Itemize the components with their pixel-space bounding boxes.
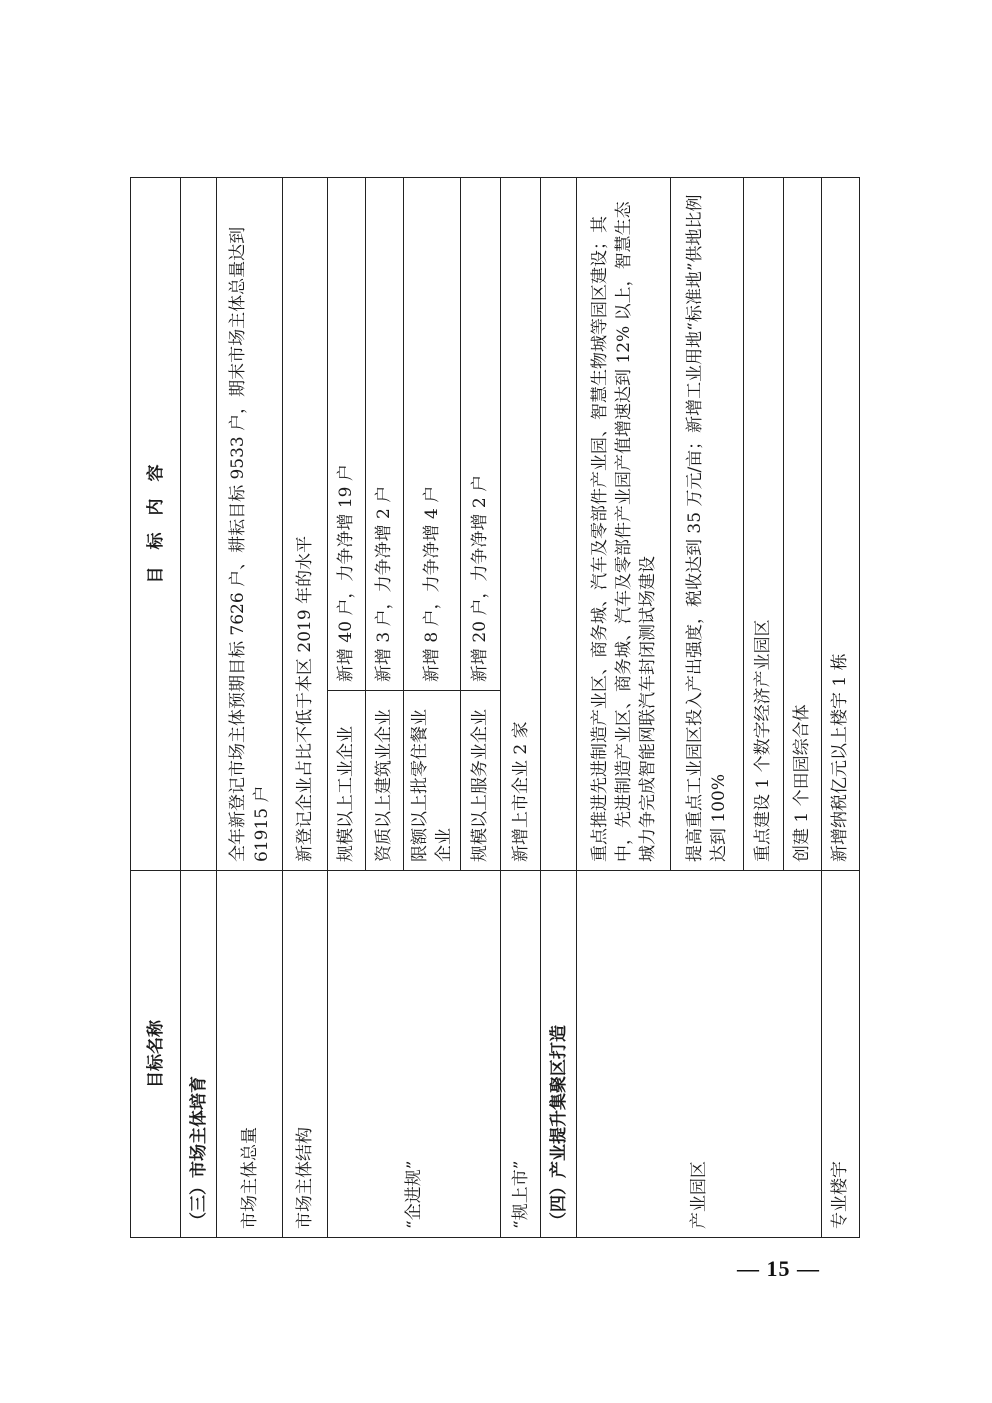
section-title: （三）市场主体培育 — [181, 871, 217, 1238]
row-content: 重点推进先进制造产业区、商务城、汽车及零部件产业园、智慧生物城等园区建设；其中，先进制造产业区、商务城、汽车及零部件产业园产值增速达到 12% 以上，智慧生态城力争完成智能网联汽车封闭测试场建设 — [577, 178, 671, 871]
sub-target: 新增 40 户，力争净增 19 户 — [327, 178, 365, 691]
page-number: — 15 — — [737, 1256, 820, 1281]
header-name-cell: 目标名称 — [131, 871, 181, 1238]
row-name: 市场主体结构 — [283, 871, 327, 1238]
row-name: “企进规” — [327, 871, 500, 1238]
row-content: 全年新登记市场主体预期目标 7626 户、耕耘目标 9533 户，期末市场主体总量达到 61915 户 — [217, 178, 283, 871]
row-content: 新增上市企业 2 家 — [500, 178, 540, 871]
sub-target: 新增 3 户，力争净增 2 户 — [365, 178, 403, 691]
sub-type: 规模以上服务业企业 — [460, 691, 500, 871]
row-name: “规上市” — [500, 871, 540, 1238]
row-content: 新增纳税亿元以上楼宇 1 栋 — [821, 178, 859, 871]
row-content: 新登记企业占比不低于本区 2019 年的水平 — [283, 178, 327, 871]
row-name: 市场主体总量 — [217, 871, 283, 1238]
sub-type: 规模以上工业企业 — [327, 691, 365, 871]
table-row — [283, 178, 327, 1238]
row-content: 提高重点工业园区投入产出强度，税收达到 35 万元/亩；新增工业用地“标准地”供地比例达到 100% — [671, 178, 743, 871]
row-name: 专业楼宇 — [821, 871, 859, 1238]
table-row — [821, 178, 859, 1238]
table-header-row — [131, 178, 181, 1238]
table-row — [217, 178, 283, 1238]
table-row — [577, 178, 671, 1238]
section-title: （四）产业提升集聚区打造 — [541, 871, 577, 1238]
rotated-page-body — [130, 178, 860, 1238]
sub-target: 新增 20 户，力争净增 2 户 — [460, 178, 500, 691]
row-name: 产业园区 — [577, 871, 822, 1238]
row-content: 创建 1 个田园综合体 — [783, 178, 821, 871]
section-content-empty — [541, 178, 577, 871]
sub-type: 资质以上建筑业企业 — [365, 691, 403, 871]
target-table — [130, 177, 860, 1238]
sub-target: 新增 8 户，力争净增 4 户 — [403, 178, 460, 691]
row-content: 重点建设 1 个数字经济产业园区 — [743, 178, 783, 871]
sub-type: 限额以上批零住餐业企业 — [403, 691, 460, 871]
section-content-empty — [181, 178, 217, 871]
section-row — [541, 178, 577, 1238]
table-row — [327, 178, 365, 1238]
header-content-cell: 目 标 内 容 — [131, 178, 181, 871]
section-row — [181, 178, 217, 1238]
table-row — [500, 178, 540, 1238]
